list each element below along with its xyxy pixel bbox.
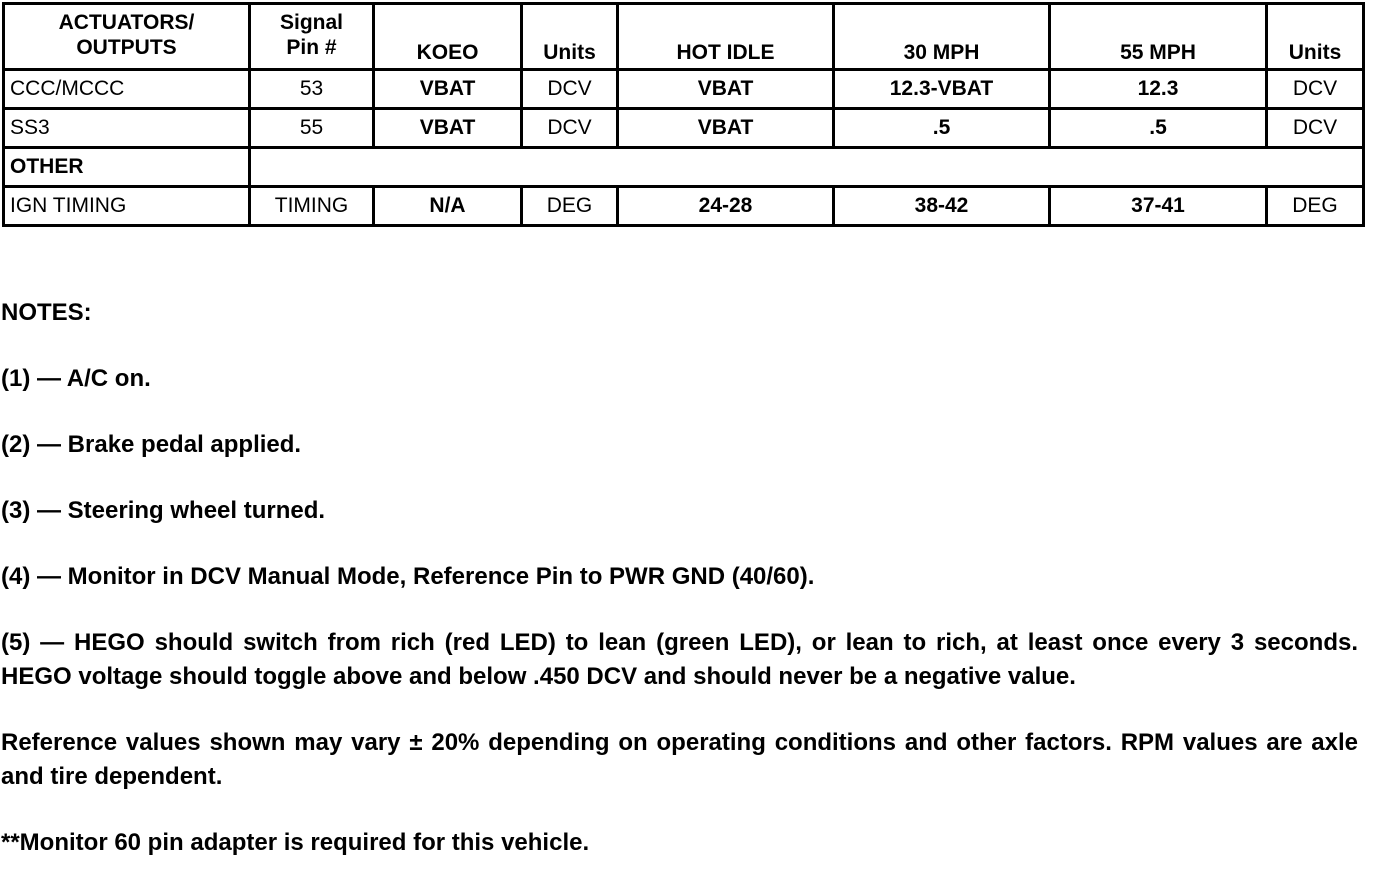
cell-units-1: DEG: [522, 187, 618, 226]
cell-30-mph: 38-42: [834, 187, 1050, 226]
cell-name: IGN TIMING: [4, 187, 250, 226]
cell-units-2: DCV: [1267, 70, 1364, 109]
cell-koeo: VBAT: [374, 109, 522, 148]
cell-units-2: DEG: [1267, 187, 1364, 226]
adapter-note: **Monitor 60 pin adapter is required for this vehicle.: [1, 829, 590, 856]
cell-units-1: DCV: [522, 109, 618, 148]
table-header-row: [4, 4, 1364, 70]
header-hot-idle: HOT IDLE: [618, 4, 834, 70]
header-actuators-line2: OUTPUTS: [76, 36, 177, 59]
cell-hot-idle: VBAT: [618, 109, 834, 148]
cell-pin: 53: [250, 70, 374, 109]
header-koeo: KOEO: [374, 4, 522, 70]
table-row: [4, 109, 1364, 148]
cell-koeo: N/A: [374, 187, 522, 226]
note-item: (2) — Brake pedal applied.: [1, 431, 302, 458]
section-row-empty-span: [250, 148, 1364, 187]
cell-pin: 55: [250, 109, 374, 148]
note-item: (3) — Steering wheel turned.: [1, 497, 326, 524]
cell-koeo: VBAT: [374, 70, 522, 109]
cell-30-mph: 12.3-VBAT: [834, 70, 1050, 109]
cell-30-mph: .5: [834, 109, 1050, 148]
section-row-other: [4, 148, 1364, 187]
header-units-1: Units: [522, 4, 618, 70]
header-actuators-outputs: [4, 4, 250, 70]
note-item: (1) — A/C on.: [1, 365, 151, 392]
cell-hot-idle: VBAT: [618, 70, 834, 109]
cell-name: SS3: [4, 109, 250, 148]
reference-note: Reference values shown may vary ± 20% depending on operating conditions and other factors. RPM values are axle and tire dependent.: [1, 729, 1358, 790]
cell-pin: TIMING: [250, 187, 374, 226]
header-signal-pin: [250, 4, 374, 70]
notes-section: [1, 296, 1358, 860]
table-row: [4, 187, 1364, 226]
table-row: [4, 70, 1364, 109]
header-signal-line2: Pin #: [286, 36, 337, 59]
header-units-2: Units: [1267, 4, 1364, 70]
notes-heading: NOTES:: [1, 299, 92, 326]
cell-units-1: DCV: [522, 70, 618, 109]
header-55-mph: 55 MPH: [1050, 4, 1267, 70]
header-30-mph: 30 MPH: [834, 4, 1050, 70]
cell-hot-idle: 24-28: [618, 187, 834, 226]
cell-55-mph: .5: [1050, 109, 1267, 148]
cell-units-2: DCV: [1267, 109, 1364, 148]
cell-name: CCC/MCCC: [4, 70, 250, 109]
header-actuators-line1: ACTUATORS/: [58, 11, 195, 34]
note-item: (4) — Monitor in DCV Manual Mode, Reference Pin to PWR GND (40/60).: [1, 563, 815, 590]
cell-55-mph: 37-41: [1050, 187, 1267, 226]
section-label-other: OTHER: [4, 148, 250, 187]
actuator-spec-table: [2, 2, 1365, 227]
note-item: (5) — HEGO should switch from rich (red LED) to lean (green LED), or lean to rich, at least once every 3 seconds. HEGO voltage should toggle above and below .450 DCV and should never be a negative value.: [1, 629, 1358, 690]
cell-55-mph: 12.3: [1050, 70, 1267, 109]
header-signal-line1: Signal: [279, 11, 343, 34]
